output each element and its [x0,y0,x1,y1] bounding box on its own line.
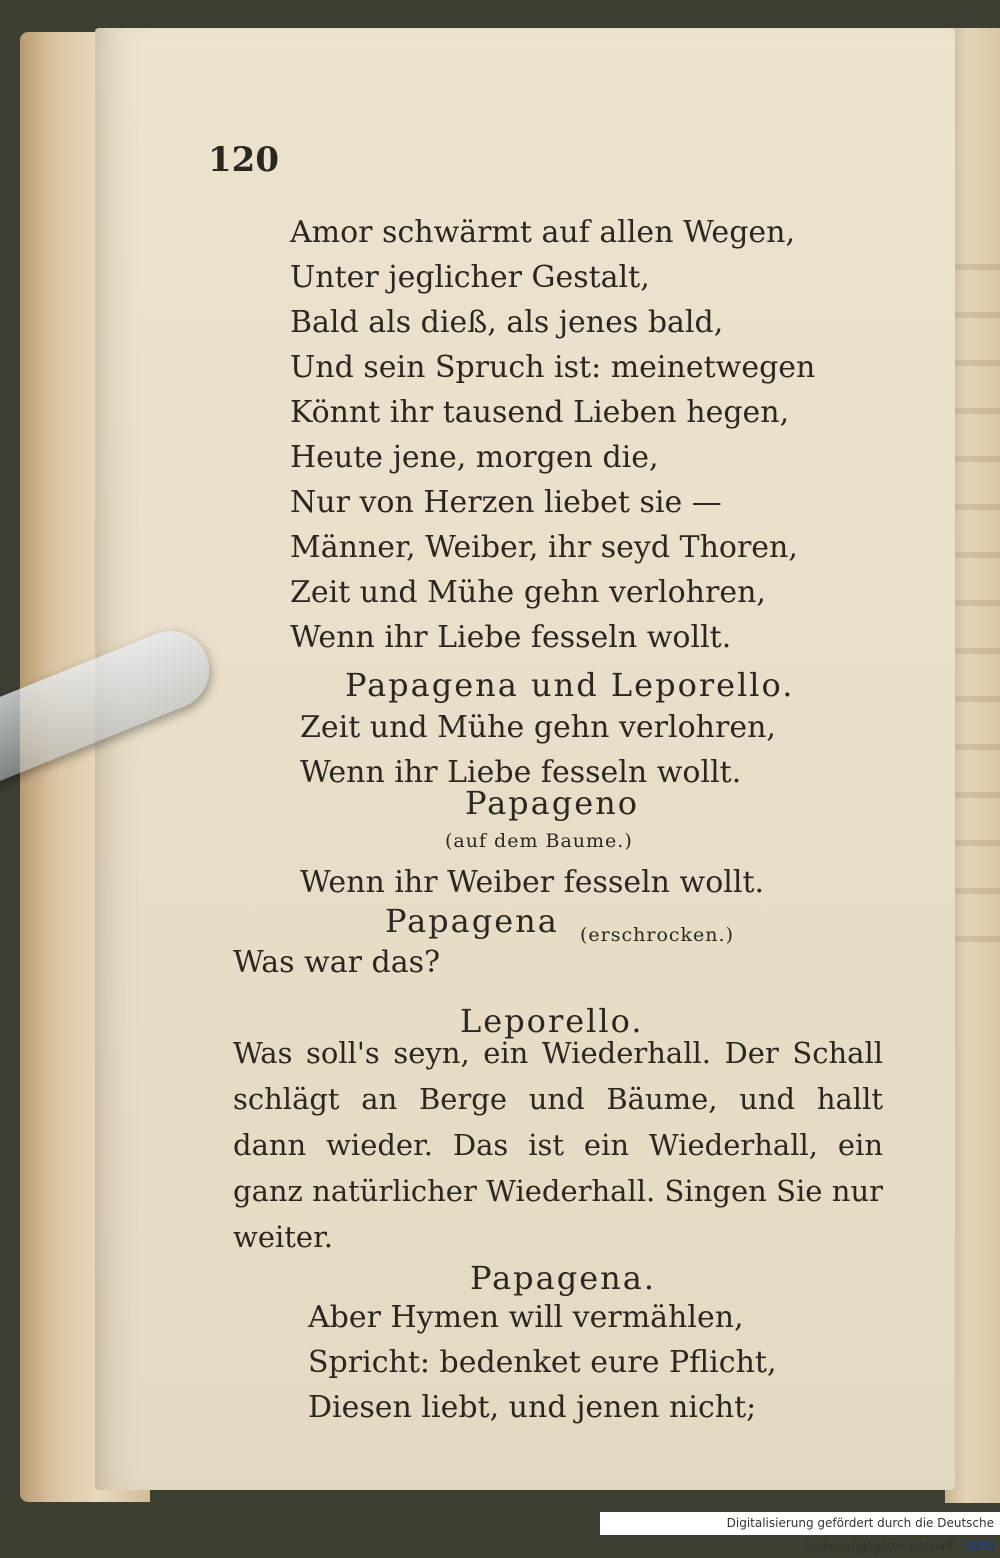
stage-direction: (erschrocken.) [580,924,734,946]
verse-line: Bald als dieß, als jenes bald, [290,305,724,340]
prose-paragraph: Was soll's seyn, ein Wiederhall. Der Schall schlägt an Berge und Bäume, und hallt dann wieder. Das ist ein Wiederhall, ein ganz natürlicher Wiederhall. Singen Sie nur weiter. [233,1036,883,1254]
verse-line: Spricht: bedenket eure Pflicht, [308,1345,777,1380]
verse-line: Zeit und Mühe gehn verlohren, [300,710,776,745]
verse-line: Heute jene, morgen die, [290,440,659,475]
footer-credit [600,1512,1000,1553]
verse-line: Und sein Spruch ist: meinetwegen [290,350,816,385]
verse-line: Männer, Weiber, ihr seyd Thoren, [290,530,798,565]
verse-line: Amor schwärmt auf allen Wegen, [290,215,796,250]
verse-line: Zeit und Mühe gehn verlohren, [290,575,766,610]
speaker-label: Papagena. [470,1259,657,1297]
speaker-label: Papageno [465,784,640,822]
verse-line: Was war das? [233,945,441,980]
speaker-label: Leporello. [460,1002,644,1040]
speaker-label: Papagena [385,902,559,940]
page-number: 120 [208,140,279,180]
verse-line: Wenn ihr Liebe fesseln wollt. [300,755,742,790]
verse-line: Aber Hymen will vermählen, [308,1300,744,1335]
verse-line: Diesen liebt, und jenen nicht; [308,1390,757,1425]
verse-line: Könnt ihr tausend Lieben hegen, [290,395,790,430]
verse-line: Unter jeglicher Gestalt, [290,260,650,295]
verse-line: Wenn ihr Weiber fesseln wollt. [300,865,765,900]
verse-line: Wenn ihr Liebe fesseln wollt. [290,620,732,655]
dfg-logo: DFG [965,1539,994,1553]
speaker-label: Papagena und Leporello. [345,666,795,704]
verse-line: Nur von Herzen liebet sie — [290,485,722,520]
footer-text: Digitalisierung gefördert durch die Deutsche Forschungsgemeinschaft - [726,1516,994,1553]
stage-direction: (auf dem Baume.) [445,830,633,852]
